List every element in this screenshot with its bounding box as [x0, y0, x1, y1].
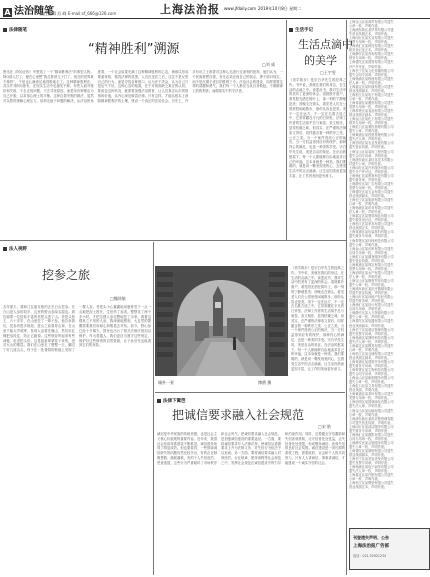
ad-line: 上海宝山区某装饰工程有限公司 — [349, 149, 394, 154]
ad-line: 公章一枚，声明作废。 — [349, 477, 381, 482]
ad-line: 合同专用章，声明作废。 — [349, 307, 385, 312]
article-author-song: □宋 皓 — [318, 424, 332, 429]
ad-line: 公章一枚，声明作废。 — [349, 347, 381, 352]
ad-line: 合同专用章一枚，声明作废。 — [349, 250, 391, 255]
masthead — [0, 0, 430, 19]
article-title-ginseng: 挖参之旅 — [42, 268, 91, 282]
article-author-wei: □魏瑶敏 — [110, 296, 126, 301]
article-body-aesthetics: 《美学散步》是宗白华先生的经典之作。书中说，美就在我们的身边，在生活的点滴之中。读罢此书，我对生活中的美有了更深的体会。清晨推开窗户，看见阳光洒在树叶上，那一刻的宁静便是美；傍晚走在街头，看见老人们在公园里悠闲地散步，那份从容也是美。美不一定在远方，不一定在名胜古迹之中，它常常藏在平凡的日常里。法律工作者的生活似乎总与案卷、条文相伴，显得枯燥乏味，但其实，在严谨的法律条文背后，同样蕴含着一种秩序之美、公正之美。当一个案件得到公正的裁决，当一方权益得到应有的保护，那种内心的满足，也是一种美的享受。宗白华先生说，美是自由的象征。在法治的框架下，每一个人都能够自由地追求自己的幸福，这本身就是一种美。我们要做的，就是用一颗发现美的心，去感受生活中的点点滴滴，让生活因美而更加丰富，让工作因美而更有意义。 — [289, 78, 346, 178]
ad-line: 上海嘉定区某塑料制品有限公司 — [349, 214, 394, 219]
ad-line: 上海虹口区某餐饮管理有限公司 — [349, 125, 394, 130]
column-divider — [286, 20, 287, 240]
ad-line: 上海奉贤区某食品有限公司遗失 — [349, 109, 394, 114]
ad-line: 上海宝山区某商贸有限公司遗失 — [349, 20, 394, 24]
ad-line: 公章一枚，声明作废。 — [349, 96, 381, 101]
ad-line: 营业执照正副本，声明作废。 — [349, 113, 391, 118]
ad-line: 发票专用章一枚，声明作废。 — [349, 104, 391, 109]
ad-line: 上海青浦区某包装材料有限公司 — [349, 230, 394, 235]
ad-line: 遗失公章，声明作废。 — [349, 129, 381, 134]
photo-arch-scene-icon — [155, 266, 288, 376]
ad-line: 上海静安区某广告有限公司遗失 — [349, 181, 394, 186]
article-author-liu: □刘 威 — [262, 62, 276, 67]
ad-line: 上海崇明区某农业发展有限公司 — [349, 141, 394, 146]
ad-line: 上海奉贤区某环保科技有限公司 — [349, 238, 394, 243]
ad-box-phone: 电话：021-52921234 — [353, 554, 387, 558]
ad-line: 上海杨浦区某电子商务有限公司 — [349, 465, 394, 470]
ad-line: 上海静安区某咨询有限公司遗失 — [349, 52, 394, 57]
ad-line: 上海嘉定区某机械有限公司遗失 — [349, 84, 394, 89]
ad-line: 上海徐汇区某科技有限公司遗失 — [349, 44, 394, 49]
ad-line: 上海徐汇区某教育科技有限公司 — [349, 173, 394, 178]
ad-line: 上海徐汇区某设计有限公司遗失 — [349, 303, 394, 308]
ad-line: 遗失合同专用章，声明作废。 — [349, 372, 391, 377]
ad-line: 财务专用章一枚，声明作废。 — [349, 56, 391, 61]
ad-line: 上海闵行区某实业有限公司遗失 — [349, 36, 394, 41]
ad-line: 营业执照正本，声明作废。 — [349, 485, 388, 490]
ad-line: 遗失公章一枚，声明作废。 — [349, 444, 388, 449]
section-law-notes: 法律随笔 — [3, 27, 27, 33]
ad-line: 遗失财务专用章，声明作废。 — [349, 234, 391, 239]
ad-line: 遗失公章一枚，声明作废。 — [349, 283, 388, 288]
logo-mark-icon: A — [4, 8, 11, 17]
paper-url: www.jfdaily.com — [224, 6, 257, 11]
photo-credit: 博鹄 摄 — [258, 380, 272, 385]
ad-line: 司遗失营业执照，声明作废。 — [349, 291, 391, 296]
ad-line: 上海宝山区某运输有限公司遗失 — [349, 408, 394, 413]
section-divider — [0, 240, 346, 241]
ad-line: 上海浦东新区某信息技术有限公 — [349, 157, 394, 162]
paper-name: 上海法治报 — [160, 3, 220, 16]
ad-line: 法人章一枚，声明作废。 — [349, 210, 385, 215]
ad-line: 上海长宁区某旅游有限公司遗失 — [349, 198, 394, 203]
ad-line: 公章一枚，声明作废。 — [349, 202, 381, 207]
ad-line: 遗失税务登记证，声明作废。 — [349, 218, 391, 223]
ad-line: 发票专用章一枚，声明作废。 — [349, 40, 391, 45]
ad-line: 遗失法人章，声明作废。 — [349, 404, 385, 409]
ad-box-headline: 刊登遗失声明、公告 — [353, 535, 389, 540]
ad-line: 上海普陀区某照明有限公司遗失 — [349, 448, 394, 453]
ad-line: 上海杨浦区某印务有限公司遗失 — [349, 206, 394, 211]
ad-line: 遗失营业执照，声明作废。 — [349, 258, 388, 263]
ad-line: 发票专用章一枚，声明作废。 — [349, 266, 391, 271]
ad-line: 上海金山区某纺织有限公司遗失 — [349, 246, 394, 251]
ad-line: 上海普陀区某建材有限公司遗失 — [349, 60, 394, 65]
ad-line: 上海静安区某人力资源有限公司 — [349, 311, 394, 316]
ad-line: 上海黄浦区某茶叶有限公司遗失 — [349, 392, 394, 397]
ad-line: 上海嘉定区某模具有限公司遗失 — [349, 343, 394, 348]
ad-line: 上海青浦区某服饰有限公司遗失 — [349, 100, 394, 105]
ad-line: 司遗失财务章，声明作废。 — [349, 299, 388, 304]
logo-text: 法治随笔 — [14, 6, 54, 17]
ad-line: 上海黄浦区某珠宝有限公司遗失 — [349, 262, 394, 267]
photo-caption: 城外一景 — [158, 380, 174, 385]
ad-line: 上海青浦区某建筑劳务有限公司 — [349, 359, 394, 364]
ad-line: 上海松江区某电子有限公司遗失 — [349, 92, 394, 97]
ad-line: 遗失财务章，声明作废。 — [349, 177, 385, 182]
ad-line: 发票专用章一枚，声明作废。 — [349, 396, 391, 401]
column-divider-lower — [153, 242, 154, 575]
ad-line: 税务登记证正本，声明作废。 — [349, 48, 391, 53]
ad-line: 财务专用章一枚，声明作废。 — [349, 121, 391, 126]
ad-line: 营业执照副本，声明作废。 — [349, 323, 388, 328]
photo-city-gate — [155, 266, 288, 376]
ad-line: 上海浦东新区某供应链管理有限 — [349, 416, 394, 421]
ad-line: 上海奉贤区某生物科技有限公司 — [349, 368, 394, 373]
ad-line: 遗失公章，声明作废。 — [349, 242, 381, 247]
ad-line: 上海长宁区某美容美发有限公司 — [349, 457, 394, 462]
ad-line: 上海浦东新区某医疗器械有限公 — [349, 287, 394, 292]
ad-line: 上海徐汇区某摄影有限公司遗失 — [349, 432, 394, 437]
ad-line: 发票专用章一枚，声明作废。 — [349, 185, 391, 190]
section-life-notes: 生活手记 — [289, 27, 313, 33]
article-body-aesthetics-cont: 《美学散步》是宗白华先生的经典之作。书中说，美就在我们的身边，在生活的点滴之中。读罢此书，我对生活中的美有了更深的体会。清晨推开窗户，看见阳光洒在树叶上，那一刻的宁静便是美；傍晚走在街头，看见老人们在公园里悠闲地散步，那份从容也是美。美不一定在远方，不一定在名胜古迹之中，它常常藏在平凡的日常里。法律工作者的生活似乎总与案卷、条文相伴，显得枯燥乏味，但其实，在严谨的法律条文背后，同样蕴含着一种秩序之美、公正之美。当一个案件得到公正的裁决，当一方权益得到应有的保护，那种内心的满足，也是一种美的享受。宗白华先生说，美是自由的象征。在法治的框架下，每一个人都能够自由地追求自己的幸福，这本身就是一种美。我们要做的，就是用一颗发现美的心，去感受生活中的点点滴滴，让生活因美而更加丰富，让工作因美而更有意义。 — [291, 266, 344, 371]
ad-line: 遗失合同专用章，声明作废。 — [349, 153, 391, 158]
ad-line: 合同专用章一枚，声明作废。 — [349, 436, 391, 441]
ad-line: 上海闵行区某汽车服务有限公司 — [349, 165, 394, 170]
ad-line: 上海崇明区某水产有限公司遗失 — [349, 270, 394, 275]
ad-line: 遗失合同专用章，声明作废。 — [349, 72, 391, 77]
ad-line: 上海松江区某家具有限公司遗失 — [349, 222, 394, 227]
ad-line: 开户许可证，声明作废。 — [349, 64, 385, 69]
ad-line: 营业执照副本，声明作废。 — [349, 88, 388, 93]
ad-line: 上海普陀区某五金有限公司遗失 — [349, 189, 394, 194]
ad-line: 上海嘉定区某汽配有限公司遗失 — [349, 473, 394, 478]
ad-line: 遗失公章一枚，声明作废。 — [349, 380, 388, 385]
ad-line: 遗失开户许可证，声明作废。 — [349, 169, 391, 174]
ad-line: 遗失法人章一枚，声明作废。 — [349, 339, 391, 344]
ad-line: 法人章一枚，声明作废。 — [349, 80, 385, 85]
ad-line: 上海闵行区某房地产经纪有限公 — [349, 295, 394, 300]
ad-line: 营业执照副本，声明作废。 — [349, 453, 388, 458]
ad-line: 上海普陀区某电器有限公司遗失 — [349, 319, 394, 324]
ad-line: 上海长宁区某酒店管理有限公司 — [349, 327, 394, 332]
ad-line: 上海虹口区某文具有限公司遗失 — [349, 384, 394, 389]
ad-column-divider — [346, 20, 347, 575]
ad-line: 上海崇明区某园林绿化有限公司 — [349, 400, 394, 405]
ad-line: 遗失法人章一枚，声明作废。 — [349, 469, 391, 474]
ad-line: 上海浦东新区某贸易有限公司遗 — [349, 28, 394, 33]
ad-line: 上海金山区某化工有限公司遗失 — [349, 117, 394, 122]
section-divider-lower — [155, 392, 345, 393]
ad-line: 上海宝山区某钢材贸易有限公司 — [349, 279, 394, 283]
article-title-integrity: 把诚信要求融入社会规范 — [172, 408, 305, 422]
ad-line: 公章一枚，声明作废。 — [349, 412, 381, 417]
ad-line: 上海金山区某船舶服务有限公司 — [349, 376, 394, 381]
section-photo-notes: 法人视野 — [3, 246, 27, 252]
ad-contact-box — [349, 528, 430, 570]
ad-line: 公司遗失营业执照，声明作废。 — [349, 420, 394, 425]
article-body-ginseng: 去年夏天，我和几位朋友相约去长白山挖参。长白山是人参的故乡，这里的野山参闻名遐迩。我们跟着一位经验丰富的老把头进了山。老把头姓王，六十多岁，在山里挖了一辈子参。他告诉我们，挖参有很多规矩，进山之前要拜山神，在山里不能大声喧哗，发现人参要先喊山，然后用红绳把参拴住，防止它跑掉。这些规矩听起来有些神秘，但老把头说，这是祖祖辈辈传下来的，是对大山的敬畏。我们在山里走了整整一天，翻过了好几座山头，终于在一处背阴的坡地上发现了一棵人参。老把头小心翼翼地用鹿骨签子一点一点地把泥土拨开，生怕伤了参须。整整花了两个多小时，才把这棵人参完整地挖了出来。看着这棵来之不易的人参，我深深地感到，大自然的馈赠需要我们用耐心和敬畏去对待。如今，野山参已经十分稀少，国家也出台了相关法律法规加以保护。作为普通人，我们更应当遵守这些规定，保护好这些珍贵的自然资源，让子孙后代也能看到它们的身影。 — [3, 305, 151, 353]
ad-line: 营业执照正本，声明作废。 — [349, 226, 388, 231]
ad-line: 遗失财务专用章，声明作废。 — [349, 428, 391, 433]
ad-line: 上海虹口区某健身服务有限公司 — [349, 254, 394, 259]
ad-line: 遗失财务专用章，声明作废。 — [349, 363, 391, 368]
masthead-editor: 责任编辑 苏 峰 E-mail:sf_666@126.com — [40, 11, 117, 16]
ad-line: 上海长宁区某文化传播有限公司 — [349, 68, 394, 73]
article-title-aesthetics-line1: 生活点滴中 — [298, 38, 353, 51]
article-title-aesthetics-line2: 的美学 — [304, 54, 337, 67]
ad-line: 司遗失公章，声明作废。 — [349, 161, 385, 166]
section-law-fence: 法律下篱笆 — [157, 398, 186, 404]
ad-line: 公章一枚，声明作废。 — [349, 24, 381, 29]
ad-line: 上海闵行区某清洁服务有限公司 — [349, 424, 394, 429]
ad-line: 营业执照，声明作废。 — [349, 388, 381, 393]
issue-date: 2019年10月8日 星期二 — [258, 6, 302, 11]
ad-line: 遗失发票专用章，声明作废。 — [349, 461, 391, 466]
ad-line: 失营业执照正本，声明作废。 — [349, 32, 391, 37]
article-body-integrity: 诚信是中华民族的传统美德，也是社会主义核心价值观的重要内容。近年来，我国社会信用体系建设不断推进，诚信建设取得了明显成效。但也要看到，一些领域诚信缺失的问题仍然比较突出，有的企业制假售假、偷税漏税，有的个人失信违约、恶意逃债，这些行为严重破坏了市场秩序和社会风气。把诚信要求融入社会规范，是加强诚信建设的重要途径。一方面，要将诚信要求写入法律法规，使诚信从道德要求上升为法律义务，对失信行为依法予以惩戒；另一方面，要将诚信要求融入村规民约、行业规章、团体章程等社会规范之中，发挥社会规范在诚信建设中的引导和约束作用。同时，还要健全守信激励和失信惩戒机制，让守信者处处受益，让失信者处处受限，形成褒扬诚信、惩戒失信的良好社会氛围。诚信建设是一项长期的系统工程，需要政府、社会和个人的共同努力。只有人人讲诚信、事事讲诚信，才能建成一个诚实守信的社会。 — [157, 432, 345, 465]
ad-line: 上海静安区某会展服务有限公司 — [349, 440, 394, 445]
ad-line: 遗失法人章，声明作废。 — [349, 137, 385, 142]
ad-line: 上海黄浦区某投资管理有限公司 — [349, 133, 394, 138]
ad-line: 遗失公章一枚，声明作废。 — [349, 315, 388, 320]
ad-line: 上海松江区某仓储有限公司遗失 — [349, 351, 394, 356]
article-body-spirit-victory: 鲁迅在《阿Q正传》中塑造了一个“精神胜利法”的典型人物。阿Q被人打了，便在心里想“我总算被儿子打了，现在的世界真不像样”，于是也心满意足地得胜地走了。这种精神胜利法，其实并非阿Q独有，在现实生活中也屡见不鲜。有些人面对挫折和失败，不去正视问题，不去寻找原因，而是用各种理由为自己开脱，以求得心理上的平衡。这种自我安慰的做法，虽然可以暂时缓解心理压力，但却无助于问题的解决。从法治的角度看，一个社会如果充满了这种精神胜利的心态，就难以形成尊重规则、敬畏法律的氛围。人们在违法之后，往往不是反思自己的行为，而是寻找各种借口，认为法不责众，认为自己只是运气不好。这种心态的根源，在于对规则缺乏真正的认同。要改变这种状况，就需要加强法治教育，让人们真正认识到规则的价值，从内心深处敬畏法律。只有这样，才能从根本上消除精神胜利法的土壤，建设一个真正的法治社会。历史上，许多有识之士都曾对这种心态进行过深刻的批判，他们认为，一个民族要想自强，首先必须正视自己的弱点，勇于面对现实，而不是沉溺于虚幻的胜利之中。法治社会的建设，同样需要这样的清醒和勇气。我们每一个人都应当从自身做起，不做精神上的胜利者，而做现实中的守法者。 — [3, 70, 283, 103]
article-author-wang: □王宇雯 — [320, 70, 336, 75]
ad-line: 上海杨浦区某物流有限公司遗失 — [349, 76, 394, 81]
ad-line: 上海杨浦区某网络科技有限公司 — [349, 335, 394, 340]
ad-line: 法人章一枚，声明作废。 — [349, 274, 385, 279]
ad-line: 上海松江区某陶瓷有限公司遗失 — [349, 481, 394, 486]
classified-ads-column — [349, 20, 428, 525]
ad-line: 遗失发票专用章，声明作废。 — [349, 331, 391, 336]
article-title-spirit-victory: “精神胜利”溯源 — [88, 42, 180, 57]
ad-line: 遗失营业执照，声明作废。 — [349, 145, 388, 150]
ad-line: 营业执照正副本，声明作废。 — [349, 355, 391, 360]
ad-line: 营业执照副本，声明作废。 — [349, 194, 388, 199]
ad-box-department: 上海法治报广告部 — [353, 544, 389, 549]
